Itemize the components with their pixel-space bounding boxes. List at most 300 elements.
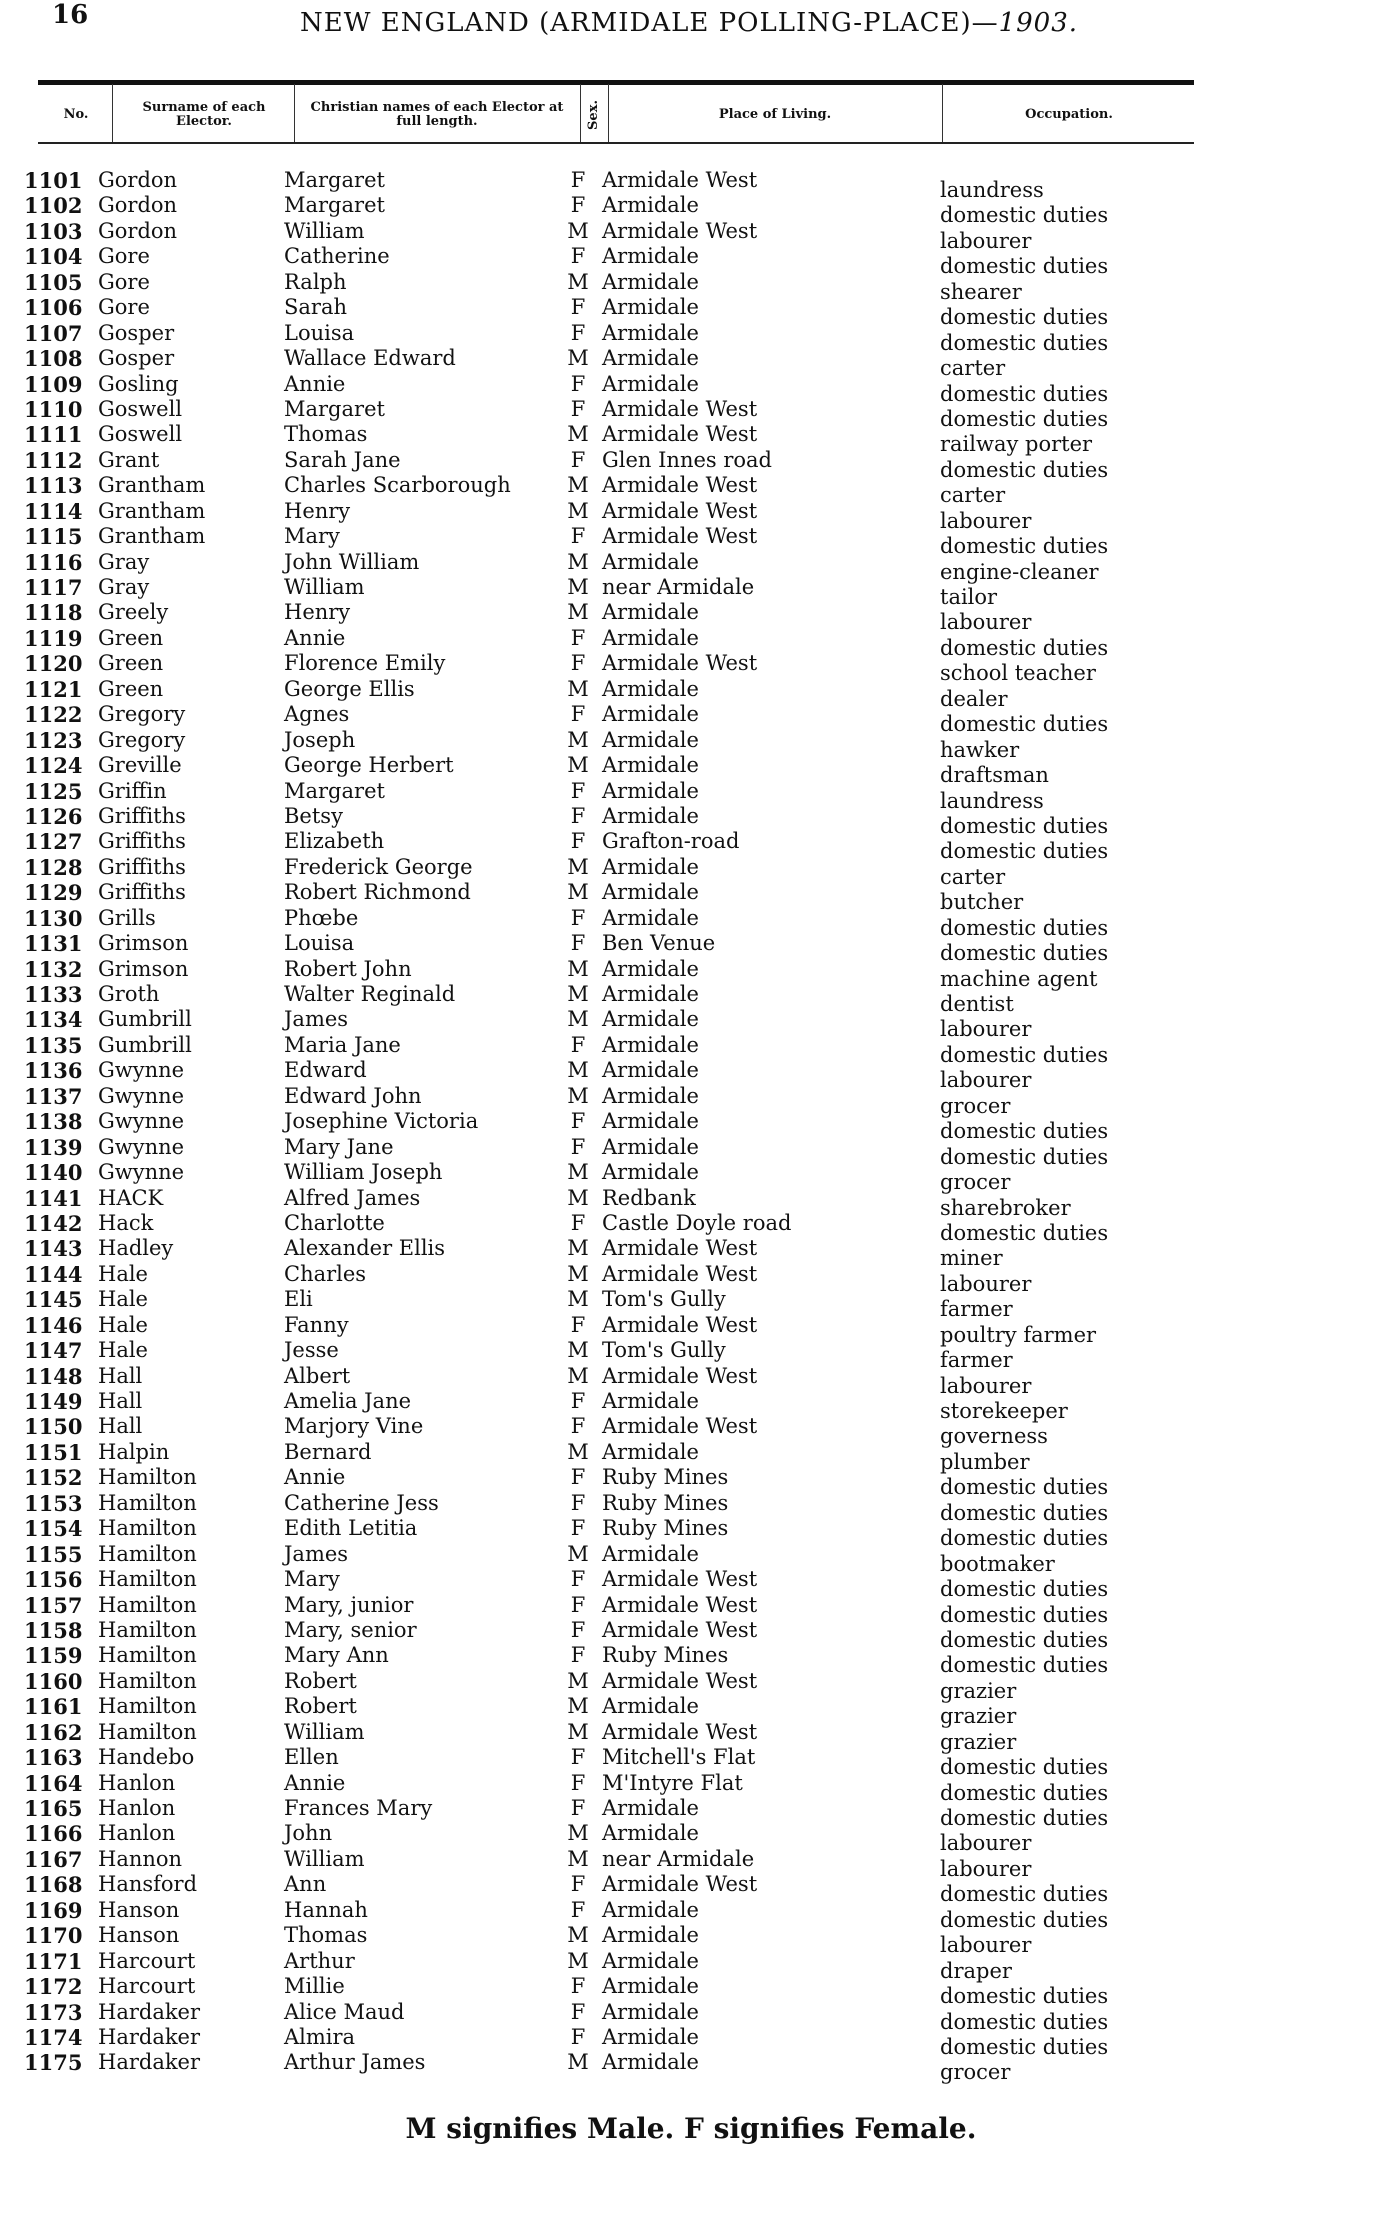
title-year: 1903. xyxy=(998,8,1079,38)
elector-occupation: domestic duties xyxy=(940,915,1109,940)
table-row xyxy=(0,269,1382,304)
elector-sex: M xyxy=(567,1338,589,1363)
table-row xyxy=(0,218,1382,253)
table-row xyxy=(0,346,1382,381)
elector-sex: F xyxy=(570,396,586,421)
elector-christian-names: Phœbe xyxy=(284,905,359,930)
elector-number: 1107 xyxy=(24,320,83,346)
elector-christian-names: Ann xyxy=(284,1872,327,1897)
elector-christian-names: Sarah xyxy=(284,295,347,320)
table-row xyxy=(0,1541,1382,1576)
elector-sex: F xyxy=(570,1032,586,1057)
elector-sex: F xyxy=(570,524,586,549)
table-row xyxy=(0,778,1382,813)
elector-place: Armidale xyxy=(602,905,699,930)
table-row xyxy=(0,1923,1382,1958)
table-row xyxy=(0,854,1382,889)
table-row xyxy=(0,676,1382,711)
elector-place: Armidale West xyxy=(602,524,758,549)
elector-number: 1140 xyxy=(24,1160,83,1186)
elector-occupation: dealer xyxy=(940,686,1008,711)
elector-number: 1174 xyxy=(24,2024,83,2050)
elector-occupation: domestic duties xyxy=(940,1780,1109,1805)
elector-place: Armidale West xyxy=(602,651,758,676)
elector-occupation: grocer xyxy=(940,1093,1011,1118)
elector-christian-names: Hannah xyxy=(284,1897,368,1922)
elector-number: 1114 xyxy=(24,498,83,524)
elector-christian-names: George Ellis xyxy=(284,676,415,701)
elector-surname: Hamilton xyxy=(98,1719,197,1744)
elector-surname: Gwynne xyxy=(98,1134,185,1159)
column-header-surname: Surname of each Elector. xyxy=(142,100,266,129)
table-row xyxy=(0,1897,1382,1932)
elector-number: 1106 xyxy=(24,295,83,321)
elector-number: 1139 xyxy=(24,1134,83,1160)
elector-number: 1134 xyxy=(24,1007,83,1033)
elector-occupation: domestic duties xyxy=(940,1602,1109,1627)
elector-christian-names: Bernard xyxy=(284,1439,372,1464)
elector-sex: F xyxy=(570,1516,586,1541)
elector-place: Armidale xyxy=(602,880,699,905)
elector-occupation: domestic duties xyxy=(940,1042,1109,1067)
elector-surname: Hamilton xyxy=(98,1465,197,1490)
table-row xyxy=(0,1465,1382,1500)
elector-sex: M xyxy=(567,346,589,371)
elector-christian-names: Alexander Ellis xyxy=(284,1236,446,1261)
elector-christian-names: Annie xyxy=(284,1770,346,1795)
table-row xyxy=(0,1872,1382,1907)
elector-sex: M xyxy=(567,269,589,294)
elector-place: Armidale xyxy=(602,702,699,727)
elector-surname: Hanlon xyxy=(98,1770,176,1795)
elector-occupation: domestic duties xyxy=(940,254,1109,279)
elector-surname: Gwynne xyxy=(98,1160,185,1185)
elector-surname: Gosper xyxy=(98,346,175,371)
elector-number: 1152 xyxy=(24,1465,83,1491)
elector-christian-names: Robert xyxy=(284,1668,357,1693)
table-row xyxy=(0,422,1382,457)
elector-number: 1151 xyxy=(24,1439,83,1465)
elector-surname: Grantham xyxy=(98,498,206,523)
elector-list xyxy=(0,168,1382,2085)
page-title xyxy=(300,8,1078,38)
elector-occupation: tailor xyxy=(940,585,998,609)
table-row xyxy=(0,1821,1382,1856)
elector-sex: M xyxy=(567,2050,589,2075)
elector-number: 1112 xyxy=(24,447,83,473)
elector-christian-names: Maria Jane xyxy=(284,1032,401,1057)
elector-surname: HACK xyxy=(98,1185,164,1210)
elector-place: Armidale xyxy=(602,2050,699,2075)
elector-number: 1161 xyxy=(24,1694,83,1720)
elector-sex: M xyxy=(567,1821,589,1846)
elector-occupation: carter xyxy=(940,483,1006,508)
elector-sex: M xyxy=(567,600,589,625)
elector-sex: F xyxy=(570,1974,586,1999)
elector-sex: M xyxy=(567,422,589,447)
elector-surname: Hanson xyxy=(98,1897,180,1922)
elector-sex: M xyxy=(567,1668,589,1693)
elector-sex: M xyxy=(567,727,589,752)
page-number: 16 xyxy=(52,0,89,30)
elector-surname: Hamilton xyxy=(98,1617,197,1642)
elector-christian-names: Betsy xyxy=(284,803,343,828)
elector-surname: Hamilton xyxy=(98,1643,197,1668)
elector-sex: F xyxy=(570,1872,586,1897)
elector-number: 1159 xyxy=(24,1643,83,1669)
elector-occupation: labourer xyxy=(940,1017,1032,1042)
table-row xyxy=(0,753,1382,788)
elector-surname: Green xyxy=(98,651,164,676)
elector-occupation: plumber xyxy=(940,1449,1030,1474)
elector-number: 1171 xyxy=(24,1948,83,1974)
elector-christian-names: Louisa xyxy=(284,931,355,956)
elector-christian-names: Mary, junior xyxy=(284,1592,414,1617)
table-row xyxy=(0,1363,1382,1398)
elector-place: Armidale West xyxy=(602,1592,758,1617)
elector-occupation: domestic duties xyxy=(940,712,1109,737)
elector-sex: F xyxy=(570,371,586,396)
elector-surname: Hale xyxy=(98,1312,148,1337)
column-divider xyxy=(112,84,113,142)
elector-occupation: domestic duties xyxy=(940,1806,1109,1830)
elector-occupation: carter xyxy=(940,864,1006,889)
elector-sex: M xyxy=(567,473,589,498)
table-row xyxy=(0,473,1382,508)
elector-surname: Gordon xyxy=(98,193,178,218)
elector-place: Armidale xyxy=(602,1160,699,1185)
elector-christian-names: Frederick George xyxy=(284,854,473,879)
elector-occupation: domestic duties xyxy=(940,406,1109,431)
elector-occupation: domestic duties xyxy=(940,1220,1109,1245)
elector-place: Armidale West xyxy=(602,1414,758,1439)
elector-sex: F xyxy=(570,1999,586,2024)
elector-sex: M xyxy=(567,1363,589,1388)
elector-number: 1108 xyxy=(24,346,83,372)
elector-occupation: grazier xyxy=(940,1729,1017,1754)
elector-sex: M xyxy=(567,1261,589,1286)
elector-christian-names: Edward John xyxy=(284,1083,422,1108)
elector-occupation: domestic duties xyxy=(940,1119,1109,1144)
elector-place: Armidale xyxy=(602,1058,699,1083)
elector-christian-names: William xyxy=(284,1719,365,1744)
table-row xyxy=(0,1719,1382,1754)
elector-christian-names: Catherine xyxy=(284,244,390,269)
elector-christian-names: Charles xyxy=(284,1261,367,1286)
elector-place: Armidale xyxy=(602,956,699,981)
elector-sex: M xyxy=(567,1694,589,1719)
elector-place: near Armidale xyxy=(602,1846,755,1871)
elector-christian-names: Sarah Jane xyxy=(284,447,401,472)
elector-number: 1105 xyxy=(24,269,83,295)
elector-surname: Hansford xyxy=(98,1872,198,1897)
column-divider xyxy=(608,84,609,142)
elector-christian-names: William Joseph xyxy=(284,1160,443,1185)
table-row xyxy=(0,1796,1382,1830)
elector-number: 1169 xyxy=(24,1897,83,1923)
elector-number: 1110 xyxy=(24,396,83,422)
elector-place: Tom's Gully xyxy=(602,1338,726,1363)
elector-place: Armidale xyxy=(602,371,699,396)
elector-number: 1137 xyxy=(24,1083,83,1109)
table-row xyxy=(0,1287,1382,1322)
elector-surname: Hack xyxy=(98,1210,154,1235)
table-row xyxy=(0,1007,1382,1042)
table-row xyxy=(0,1643,1382,1678)
table-row xyxy=(0,244,1382,279)
elector-number: 1101 xyxy=(24,168,83,193)
elector-christian-names: Thomas xyxy=(284,422,368,447)
elector-place: Armidale xyxy=(602,1541,699,1566)
elector-surname: Hamilton xyxy=(98,1516,197,1541)
table-row xyxy=(0,447,1382,482)
elector-place: Armidale West xyxy=(602,396,758,421)
elector-number: 1156 xyxy=(24,1567,83,1593)
elector-christian-names: Charlotte xyxy=(284,1210,385,1235)
elector-place: Armidale xyxy=(602,1007,699,1032)
elector-surname: Greely xyxy=(98,600,169,625)
elector-christian-names: Joseph xyxy=(284,727,356,752)
elector-surname: Grantham xyxy=(98,524,206,549)
elector-sex: F xyxy=(570,1210,586,1235)
elector-sex: M xyxy=(567,549,589,574)
elector-occupation: domestic duties xyxy=(940,457,1109,482)
elector-sex: M xyxy=(567,1160,589,1185)
elector-occupation: labourer xyxy=(940,1831,1032,1856)
elector-surname: Hadley xyxy=(98,1236,174,1261)
sex-legend: M signifies Male. F signifies Female. xyxy=(405,2112,977,2145)
elector-place: Armidale West xyxy=(602,218,758,243)
elector-number: 1144 xyxy=(24,1261,83,1287)
elector-christian-names: James xyxy=(284,1541,349,1566)
elector-surname: Gwynne xyxy=(98,1083,185,1108)
elector-surname: Gray xyxy=(98,549,150,574)
elector-number: 1164 xyxy=(24,1770,83,1796)
elector-sex: M xyxy=(567,1923,589,1948)
elector-place: Redbank xyxy=(602,1185,696,1210)
elector-place: Mitchell's Flat xyxy=(602,1745,756,1770)
elector-occupation: grazier xyxy=(940,1704,1017,1729)
elector-sex: F xyxy=(570,1109,586,1134)
elector-sex: M xyxy=(567,1846,589,1871)
elector-place: Armidale West xyxy=(602,1236,758,1261)
elector-sex: M xyxy=(567,982,589,1006)
elector-sex: M xyxy=(567,1541,589,1566)
table-row xyxy=(0,651,1382,686)
elector-occupation: domestic duties xyxy=(940,1526,1109,1551)
elector-occupation: miner xyxy=(940,1246,1003,1271)
elector-sex: M xyxy=(567,1236,589,1261)
elector-place: Armidale xyxy=(602,625,699,650)
elector-occupation: governess xyxy=(940,1424,1048,1449)
elector-christian-names: Annie xyxy=(284,625,346,650)
elector-christian-names: Margaret xyxy=(284,168,385,192)
elector-occupation: laundress xyxy=(940,788,1044,813)
elector-surname: Gore xyxy=(98,244,150,269)
elector-number: 1122 xyxy=(24,702,83,728)
elector-place: Armidale xyxy=(602,1109,699,1134)
elector-sex: M xyxy=(567,753,589,778)
elector-occupation: domestic duties xyxy=(940,839,1109,864)
elector-occupation: domestic duties xyxy=(940,635,1109,660)
table-row xyxy=(0,168,1382,202)
elector-surname: Hall xyxy=(98,1414,143,1439)
elector-surname: Hanson xyxy=(98,1923,180,1948)
elector-occupation: railway porter xyxy=(940,432,1093,457)
elector-surname: Gore xyxy=(98,295,150,320)
elector-christian-names: Robert Richmond xyxy=(284,880,471,905)
elector-number: 1147 xyxy=(24,1338,83,1364)
elector-christian-names: Mary xyxy=(284,524,340,549)
elector-surname: Gosling xyxy=(98,371,179,396)
elector-sex: F xyxy=(570,803,586,828)
elector-number: 1145 xyxy=(24,1287,83,1313)
elector-surname: Griffiths xyxy=(98,880,186,905)
elector-number: 1154 xyxy=(24,1516,83,1542)
table-row xyxy=(0,1490,1382,1525)
elector-place: Armidale xyxy=(602,269,699,294)
elector-place: Armidale xyxy=(602,1134,699,1159)
elector-occupation: domestic duties xyxy=(940,2009,1109,2034)
elector-christian-names: Arthur James xyxy=(284,2050,426,2075)
elector-place: Glen Innes road xyxy=(602,447,772,472)
elector-occupation: dentist xyxy=(940,992,1014,1016)
elector-occupation: hawker xyxy=(940,737,1020,762)
elector-occupation: domestic duties xyxy=(940,534,1109,559)
elector-christian-names: Walter Reginald xyxy=(284,982,456,1006)
elector-occupation: domestic duties xyxy=(940,1577,1109,1602)
elector-surname: Halpin xyxy=(98,1439,170,1464)
elector-surname: Hall xyxy=(98,1389,143,1413)
elector-occupation: labourer xyxy=(940,1373,1032,1398)
elector-place: Armidale xyxy=(602,244,699,269)
elector-christian-names: Ellen xyxy=(284,1745,339,1770)
elector-number: 1117 xyxy=(24,575,83,600)
elector-occupation: grocer xyxy=(940,1170,1011,1195)
elector-christian-names: Robert xyxy=(284,1694,357,1719)
elector-number: 1104 xyxy=(24,244,83,270)
elector-occupation: labourer xyxy=(940,610,1032,635)
elector-sex: M xyxy=(567,676,589,701)
elector-sex: M xyxy=(567,1185,589,1210)
elector-number: 1132 xyxy=(24,956,83,982)
table-row xyxy=(0,575,1382,609)
column-header-place: Place of Living. xyxy=(718,107,832,122)
elector-surname: Griffiths xyxy=(98,854,186,879)
elector-place: Armidale West xyxy=(602,1567,758,1592)
elector-number: 1162 xyxy=(24,1719,83,1745)
table-row xyxy=(0,193,1382,228)
elector-number: 1133 xyxy=(24,982,83,1007)
elector-sex: M xyxy=(567,1719,589,1744)
elector-sex: F xyxy=(570,320,586,345)
elector-sex: F xyxy=(570,1617,586,1642)
elector-place: Armidale xyxy=(602,1948,699,1973)
elector-sex: F xyxy=(570,1389,586,1413)
elector-occupation: draper xyxy=(940,1958,1012,1983)
elector-occupation: domestic duties xyxy=(940,330,1109,355)
elector-place: Castle Doyle road xyxy=(602,1210,792,1235)
elector-number: 1129 xyxy=(24,880,83,906)
elector-christian-names: Robert John xyxy=(284,956,412,981)
elector-christian-names: George Herbert xyxy=(284,753,454,778)
elector-place: M'Intyre Flat xyxy=(602,1770,743,1795)
elector-sex: F xyxy=(570,1745,586,1770)
table-row xyxy=(0,1974,1382,2009)
elector-sex: F xyxy=(570,778,586,803)
elector-place: Armidale West xyxy=(602,1668,758,1693)
table-row xyxy=(0,1846,1382,1881)
elector-occupation: domestic duties xyxy=(940,203,1109,228)
elector-christian-names: Josephine Victoria xyxy=(284,1109,479,1134)
elector-christian-names: John William xyxy=(284,549,420,574)
elector-surname: Griffin xyxy=(98,778,167,803)
table-row xyxy=(0,1058,1382,1093)
elector-number: 1116 xyxy=(24,549,83,575)
elector-occupation: butcher xyxy=(940,890,1024,915)
elector-sex: M xyxy=(567,1083,589,1108)
elector-number: 1125 xyxy=(24,778,83,804)
elector-occupation: domestic duties xyxy=(940,1627,1109,1652)
elector-christian-names: Eli xyxy=(284,1287,313,1312)
elector-number: 1150 xyxy=(24,1414,83,1440)
elector-christian-names: Louisa xyxy=(284,320,355,345)
table-row xyxy=(0,803,1382,838)
elector-surname: Hannon xyxy=(98,1846,183,1871)
elector-place: Armidale xyxy=(602,1897,699,1922)
elector-place: Armidale West xyxy=(602,473,758,498)
elector-surname: Green xyxy=(98,625,164,650)
table-row xyxy=(0,1770,1382,1805)
elector-occupation: carter xyxy=(940,356,1006,381)
elector-number: 1155 xyxy=(24,1541,83,1567)
column-header-sex-cell xyxy=(582,88,606,142)
elector-place: Ruby Mines xyxy=(602,1643,729,1668)
table-row xyxy=(0,1261,1382,1296)
elector-occupation: domestic duties xyxy=(940,1475,1109,1500)
elector-number: 1172 xyxy=(24,1974,83,2000)
elector-surname: Hanlon xyxy=(98,1796,176,1820)
header-top-rule xyxy=(38,80,1194,85)
elector-place: Armidale West xyxy=(602,1312,758,1337)
elector-place: Armidale xyxy=(602,2024,699,2049)
elector-place: Armidale xyxy=(602,1389,699,1413)
elector-number: 1115 xyxy=(24,524,83,550)
table-row xyxy=(0,320,1382,355)
elector-place: Armidale xyxy=(602,193,699,218)
table-row xyxy=(0,727,1382,762)
elector-place: Armidale xyxy=(602,1923,699,1948)
elector-occupation: domestic duties xyxy=(940,941,1109,966)
elector-surname: Griffiths xyxy=(98,829,186,854)
elector-occupation: domestic duties xyxy=(940,1144,1109,1169)
elector-surname: Groth xyxy=(98,982,160,1006)
elector-occupation: storekeeper xyxy=(940,1399,1068,1423)
elector-place: Armidale xyxy=(602,1821,699,1846)
elector-christian-names: Alfred James xyxy=(284,1185,421,1210)
elector-sex: F xyxy=(570,244,586,269)
elector-christian-names: Arthur xyxy=(284,1948,355,1973)
elector-christian-names: Annie xyxy=(284,371,346,396)
elector-christian-names: Florence Emily xyxy=(284,651,446,676)
elector-surname: Hamilton xyxy=(98,1694,197,1719)
table-row xyxy=(0,1439,1382,1474)
elector-christian-names: Wallace Edward xyxy=(284,346,456,371)
elector-sex: M xyxy=(567,1948,589,1973)
elector-surname: Goswell xyxy=(98,396,183,421)
elector-christian-names: Margaret xyxy=(284,778,385,803)
elector-sex: F xyxy=(570,651,586,676)
